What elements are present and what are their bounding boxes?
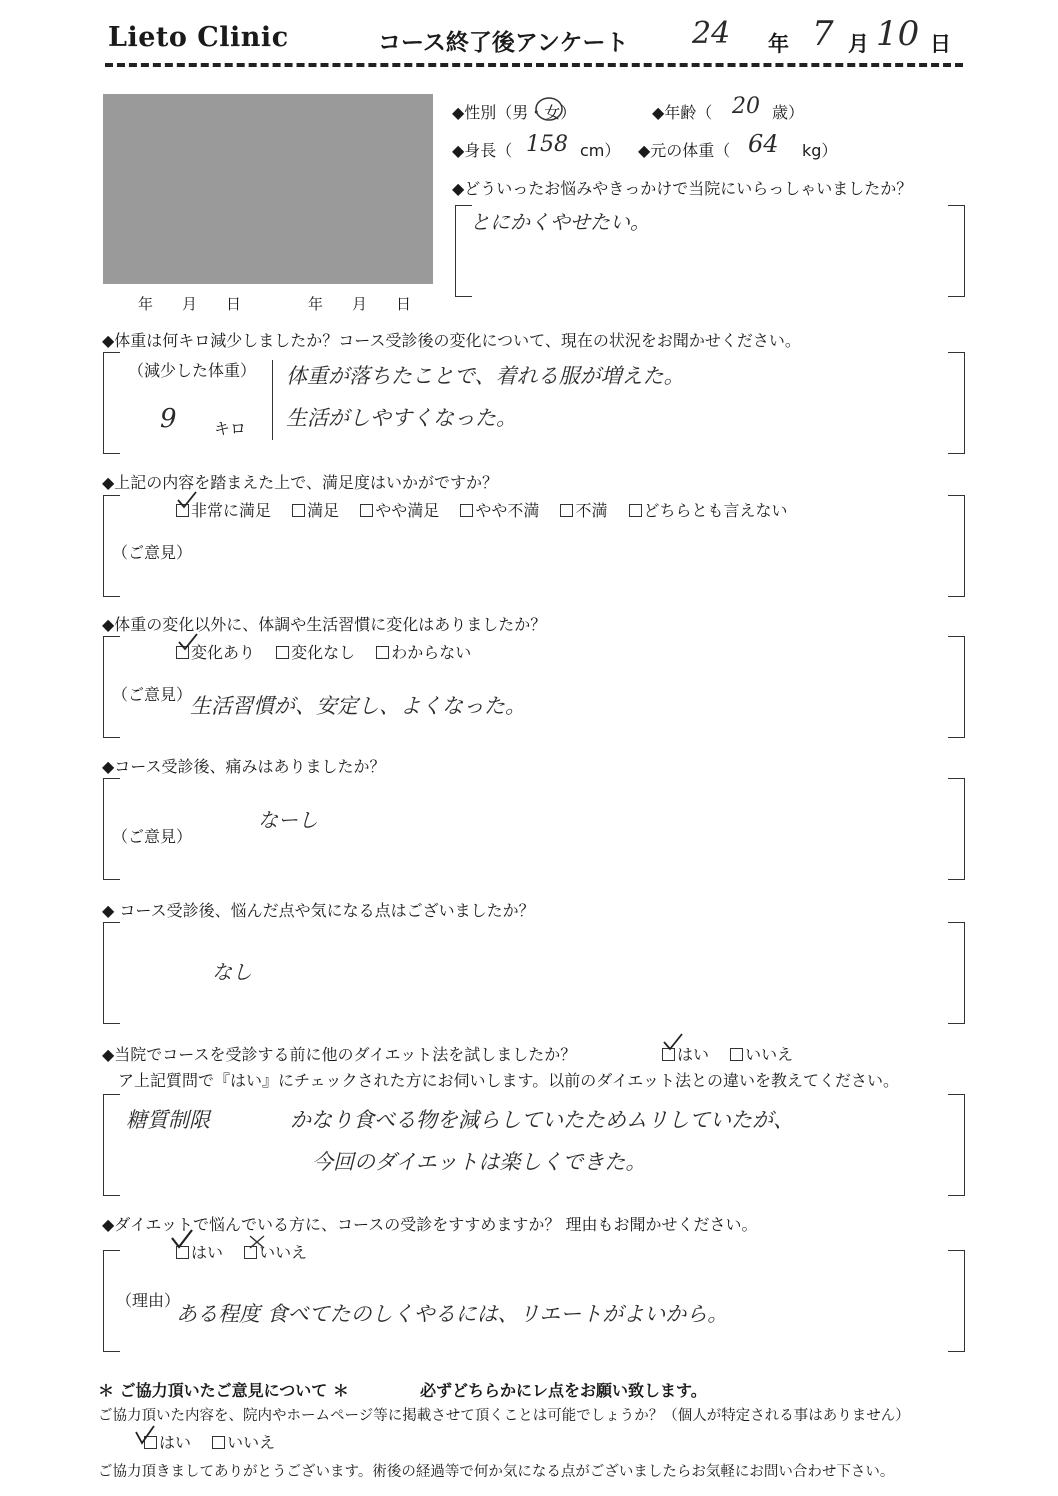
change-bracket-right bbox=[948, 636, 965, 738]
other-diet-bracket-left bbox=[103, 1094, 120, 1196]
height-label: ◆身長（ bbox=[452, 141, 513, 160]
satisfaction-option-somewhat-dissatisfied[interactable]: やや不満 bbox=[460, 501, 539, 520]
date-month: 7 bbox=[812, 14, 834, 54]
clinic-name: Lieto Clinic bbox=[108, 22, 289, 53]
reason-bracket-right bbox=[948, 205, 965, 297]
photo-date-year-1: 年 bbox=[138, 295, 154, 313]
weight-unit: kg） bbox=[802, 141, 838, 160]
change-option-yes[interactable]: 変化あり bbox=[176, 643, 255, 662]
height-unit: cm） bbox=[580, 141, 621, 160]
pain-question: ◆コース受診後、痛みはありましたか？ bbox=[102, 757, 386, 776]
pain-bracket-right bbox=[948, 778, 965, 880]
weight-label: ◆元の体重（ bbox=[638, 141, 731, 160]
recommend-question: ◆ダイエットで悩んでいる方に、コースの受診をすすめますか？ 理由もお聞かせください。 bbox=[102, 1215, 758, 1234]
satisfaction-options bbox=[176, 498, 804, 521]
pain-comment: なーし bbox=[258, 808, 318, 832]
recommend-reason: ある程度 食べてたのしくやるには、リエートがよいから。 bbox=[176, 1302, 729, 1326]
header-divider bbox=[105, 63, 963, 67]
must-check-note: 必ずどちらかにレ点をお願い致します。 bbox=[420, 1381, 707, 1400]
reason-question: ◆どういったお悩みやきっかけで当院にいらっしゃいましたか？ bbox=[452, 179, 913, 198]
date-year: 24 bbox=[692, 16, 731, 51]
photo-date-month-1: 月 bbox=[182, 295, 198, 313]
photo-date-day-2: 日 bbox=[396, 295, 412, 313]
age-value: 20 bbox=[732, 94, 760, 119]
weight-comment-line2: 生活がしやすくなった。 bbox=[286, 406, 517, 430]
form-title: コース終了後アンケート bbox=[378, 30, 629, 56]
concerns-question: ◆ コース受診後、悩んだ点や気になる点はございましたか？ bbox=[102, 901, 535, 920]
reason-answer: とにかくやせたい。 bbox=[470, 210, 650, 234]
change-options bbox=[176, 640, 487, 663]
lost-weight-unit: キロ bbox=[214, 419, 247, 438]
weight-bracket-left bbox=[103, 352, 120, 454]
change-option-unknown[interactable]: わからない bbox=[376, 643, 471, 662]
concerns-bracket-right bbox=[948, 922, 965, 1024]
weight-bracket-right bbox=[948, 352, 965, 454]
change-comment-label: （ご意見） bbox=[112, 685, 193, 704]
satisfaction-question: ◆上記の内容を踏まえた上で、満足度はいかがですか？ bbox=[102, 473, 498, 492]
satisfaction-option-very-satisfied[interactable]: 非常に満足 bbox=[176, 501, 271, 520]
recommend-option-no[interactable]: いいえ bbox=[244, 1243, 307, 1262]
change-question: ◆体重の変化以外に、体調や生活習慣に変化はありましたか？ bbox=[102, 615, 547, 634]
other-diet-check-mark bbox=[662, 1032, 684, 1052]
change-check-mark bbox=[177, 632, 199, 652]
date-day-unit: 日 bbox=[930, 32, 951, 56]
weight-question: ◆体重は何キロ減少しましたか？コース受診後の変化について、現在の状況をお聞かせください。 bbox=[102, 331, 801, 350]
gender-field: ◆性別（男・女） bbox=[452, 103, 577, 122]
recommend-check-mark bbox=[170, 1228, 194, 1250]
satisfaction-comment-label: （ご意見） bbox=[112, 543, 193, 562]
other-diet-options bbox=[662, 1042, 809, 1065]
pain-comment-label: （ご意見） bbox=[112, 827, 193, 846]
satisfaction-option-neither[interactable]: どちらとも言えない bbox=[629, 501, 788, 520]
recommend-bracket-right bbox=[948, 1250, 965, 1352]
other-diet-question: ◆当院でコースを受診する前に他のダイエット法を試しましたか？ bbox=[102, 1045, 577, 1064]
publish-option-yes[interactable]: はい bbox=[144, 1433, 191, 1452]
recommend-no-cross-mark bbox=[246, 1232, 268, 1252]
lost-weight-value: 9 bbox=[160, 404, 177, 434]
photo-date-month-2: 月 bbox=[352, 295, 368, 313]
satisfaction-bracket-right bbox=[948, 495, 965, 597]
publish-option-no[interactable]: いいえ bbox=[212, 1433, 275, 1452]
cooperation-heading: ＊ ご協力頂いたご意見について ＊ bbox=[98, 1381, 349, 1400]
weight-comment-line1: 体重が落ちたことで、着れる服が増えた。 bbox=[286, 364, 685, 388]
other-diet-comment-line1: かなり食べる物を減らしていたためムリしていたが、 bbox=[290, 1108, 794, 1132]
photo-date-day-1: 日 bbox=[226, 295, 242, 313]
other-diet-option-yes[interactable]: はい bbox=[662, 1045, 709, 1064]
publish-check-mark bbox=[134, 1424, 156, 1446]
age-label: ◆年齢（ bbox=[652, 103, 713, 122]
date-day: 10 bbox=[876, 14, 920, 54]
thanks-note: ご協力頂きましてありがとうございます。術後の経過等で何か気になる点がございましたらお気軽にお問い合わせ下さい。 bbox=[98, 1464, 895, 1480]
change-comment: 生活習慣が、安定し、よくなった。 bbox=[190, 694, 526, 718]
patient-photo-placeholder bbox=[103, 94, 433, 284]
concerns-comment: なし bbox=[212, 960, 252, 984]
other-diet-comment-line2: 今回のダイエットは楽しくできた。 bbox=[312, 1150, 647, 1174]
satisfaction-option-somewhat-satisfied[interactable]: やや満足 bbox=[360, 501, 439, 520]
weight-value: 64 bbox=[748, 130, 779, 158]
satisfaction-option-dissatisfied[interactable]: 不満 bbox=[560, 501, 607, 520]
height-value: 158 bbox=[526, 132, 568, 157]
publish-options bbox=[144, 1430, 291, 1453]
satisfaction-check-mark bbox=[176, 490, 198, 510]
other-diet-option-no[interactable]: いいえ bbox=[730, 1045, 793, 1064]
satisfaction-option-satisfied[interactable]: 満足 bbox=[292, 501, 339, 520]
other-diet-bracket-right bbox=[948, 1094, 965, 1196]
change-option-no[interactable]: 変化なし bbox=[276, 643, 355, 662]
date-month-unit: 月 bbox=[848, 32, 869, 56]
publish-question: ご協力頂いた内容を、院内やホームページ等に掲載させて頂くことは可能でしょうか？（個人が特定される事はありません） bbox=[98, 1408, 910, 1424]
recommend-option-yes[interactable]: はい bbox=[176, 1243, 223, 1262]
date-year-unit: 年 bbox=[768, 32, 789, 56]
other-diet-method: 糖質制限 bbox=[126, 1108, 210, 1132]
recommend-reason-label: （理由） bbox=[116, 1291, 181, 1310]
concerns-bracket-left bbox=[103, 922, 120, 1024]
weight-divider bbox=[272, 360, 273, 440]
photo-date-year-2: 年 bbox=[308, 295, 324, 313]
age-unit: 歳） bbox=[772, 103, 805, 122]
other-diet-followup: ア上記質問で『はい』にチェックされた方にお伺いします。以前のダイエット法との違いを教えてください。 bbox=[118, 1071, 899, 1090]
gender-female-circle bbox=[534, 96, 564, 122]
lost-weight-label: （減少した体重） bbox=[128, 361, 257, 380]
